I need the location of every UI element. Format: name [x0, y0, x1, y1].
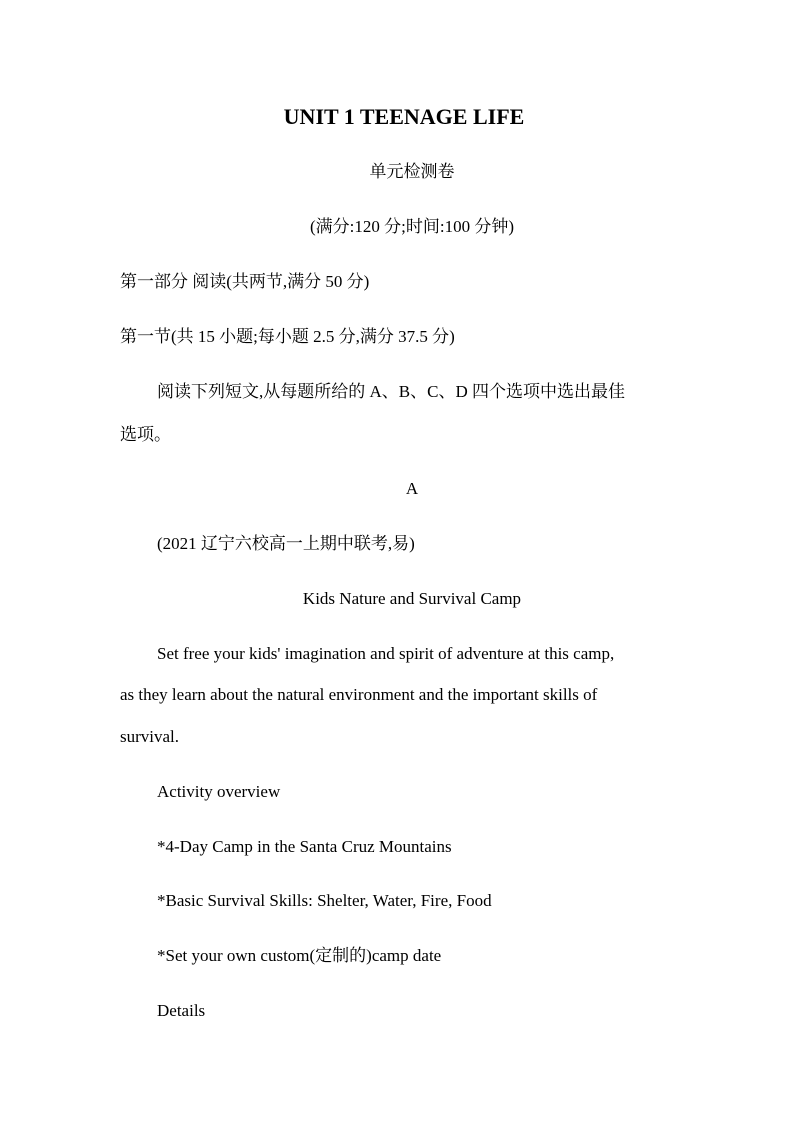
bullet-item: *Basic Survival Skills: Shelter, Water, Fire, Food	[157, 891, 492, 910]
overview-heading: Activity overview	[157, 782, 281, 801]
score-time-note: (满分:120 分;时间:100 分钟)	[310, 217, 514, 236]
intro-line-2: as they learn about the natural environment and the important skills of	[120, 685, 598, 704]
passage-source: (2021 辽宁六校高一上期中联考,易)	[157, 534, 415, 553]
bullet-item: *4-Day Camp in the Santa Cruz Mountains	[157, 837, 452, 856]
instruction-line-2: 选项。	[120, 425, 171, 444]
details-heading: Details	[157, 1001, 206, 1020]
part-heading: 第一部分 阅读(共两节,满分 50 分)	[120, 272, 370, 291]
bullet-item: *Set your own custom(定制的)camp date	[157, 946, 442, 965]
instruction-line-1: 阅读下列短文,从每题所给的 A、B、C、D 四个选项中选出最佳	[157, 382, 625, 401]
section-heading: 第一节(共 15 小题;每小题 2.5 分,满分 37.5 分)	[120, 327, 455, 346]
passage-title: Kids Nature and Survival Camp	[302, 589, 522, 608]
intro-line-3: survival.	[120, 727, 180, 746]
passage-label: A	[405, 479, 419, 498]
page-subtitle: 单元检测卷	[369, 162, 455, 181]
intro-line-1: Set free your kids' imagination and spirit of adventure at this camp,	[157, 644, 615, 663]
page-title: UNIT 1 TEENAGE LIFE	[283, 104, 525, 129]
